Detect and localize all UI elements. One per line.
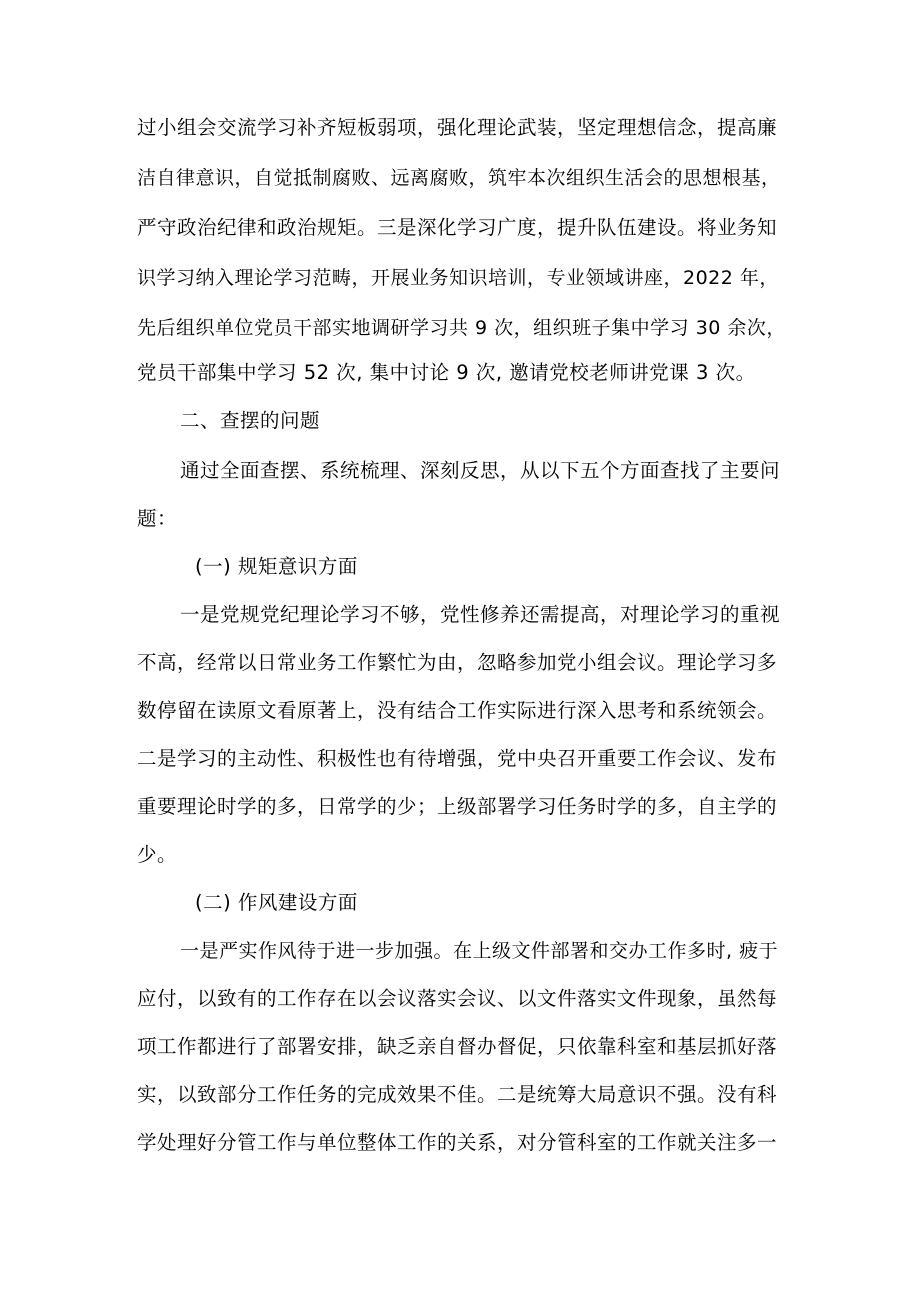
paragraph-line: 应付，以致有的工作存在以会议落实会议、以文件落实文件现象，虽然每 bbox=[137, 987, 778, 1010]
section-heading: 二、查摆的问题 bbox=[180, 409, 321, 432]
paragraph-line: 实，以致部分工作任务的完成效果不佳。二是统筹大局意识不强。没有科 bbox=[137, 1083, 778, 1106]
paragraph-line: 题： bbox=[137, 507, 178, 530]
paragraph-line: 严守政治纪律和政治规矩。三是深化学习广度，提升队伍建设。将业务知 bbox=[137, 216, 778, 239]
paragraph-line: 通过全面查摆、系统梳理、深刻反思，从以下五个方面查找了主要问 bbox=[180, 459, 781, 482]
paragraph-line: 学处理好分管工作与单位整体工作的关系，对分管科室的工作就关注多一 bbox=[137, 1131, 778, 1154]
paragraph-line: 项工作都进行了部署安排，缺乏亲自督办督促，只依靠科室和基层抓好落 bbox=[137, 1035, 778, 1058]
paragraph-line: 二是学习的主动性、积极性也有待增强，党中央召开重要工作会议、发布 bbox=[137, 747, 778, 770]
paragraph-line: 一是严实作风待于进一步加强。在上级文件部署和交办工作多时, 疲于 bbox=[180, 940, 779, 962]
subsection-heading: (二) 作风建设方面 bbox=[195, 891, 358, 914]
paragraph-line: 不高，经常以日常业务工作繁忙为由，忽略参加党小组会议。理论学习多 bbox=[137, 651, 778, 674]
paragraph-line: 数停留在读原文看原著上，没有结合工作实际进行深入思考和系统领会。 bbox=[137, 699, 778, 722]
paragraph-line: 少。 bbox=[137, 843, 178, 866]
paragraph-line: 党员干部集中学习 52 次, 集中讨论 9 次, 邀请党校老师讲党课 3 次。 bbox=[137, 361, 756, 384]
paragraph-line: 识学习纳入理论学习范畴，开展业务知识培训，专业领域讲座，2022 年， bbox=[137, 267, 779, 289]
subsection-heading: (一) 规矩意识方面 bbox=[195, 555, 358, 578]
paragraph-line: 先后组织单位党员干部实地调研学习共 9 次，组织班子集中学习 30 余次， bbox=[137, 317, 786, 339]
paragraph-line: 过小组会交流学习补齐短板弱项，强化理论武装，坚定理想信念，提高廉 bbox=[137, 116, 778, 139]
paragraph-line: 一是党规党纪理论学习不够，党性修养还需提高，对理论学习的重视 bbox=[180, 603, 781, 626]
paragraph-line: 洁自律意识，自觉抵制腐败、远离腐败，筑牢本次组织生活会的思想根基， bbox=[137, 167, 781, 189]
paragraph-line: 重要理论时学的多，日常学的少；上级部署学习任务时学的多，自主学的 bbox=[137, 795, 778, 818]
